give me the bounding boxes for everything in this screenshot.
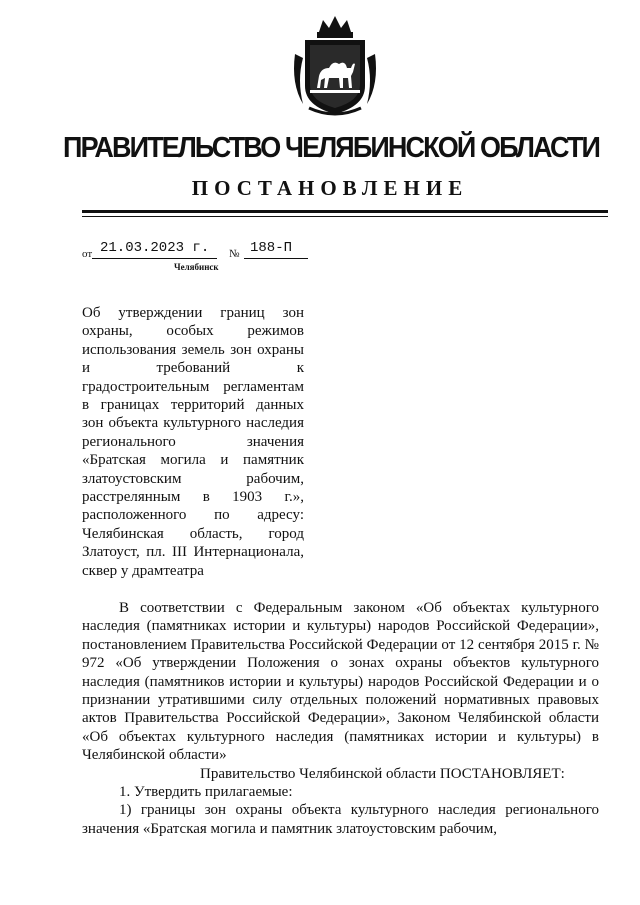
- date-label: от: [82, 248, 93, 260]
- government-title: ПРАВИТЕЛЬСТВО ЧЕЛЯБИНСКОЙ ОБЛАСТИ: [63, 132, 600, 164]
- preamble-paragraph: В соответствии с Федеральным законом «Об объектах культурного наследия (памятниках истории и культуры) народов Российской Федерации», постановлением Правительства Российской Федерации от 12 сентября 2015 г. № 972 «Об утверждении Положения о зонах охраны объектов культурного наследия (памятников истории и культуры) народов Российской Федерации и о признании утратившими силу отдельных положений нормативных правовых актов Правительства Российской Федерации», Законом Челябинской области «Об объектах культурного наследия (памятниках истории и культуры) в Челябинской области»: [82, 600, 599, 764]
- item-1-1: 1) границы зон охраны объекта культурного наследия регионального значения «Братская могила и памятник златоустовским рабочим,: [82, 802, 599, 837]
- document-subject: Об утверждении границ зон охраны, особых режимов использования земель зон охраны и требований к градостроительным регламентам в границах территорий данных зон объекта культурного наследия регионального значения «Братская могила и памятник златоустовским рабочим, расстрелянным в 1903 г.», расположенного по адресу: Челябинская область, город Златоуст, пл. III Интернационала, сквер у драмтеатра: [82, 305, 304, 579]
- date-underline: [92, 258, 217, 259]
- document-type: ПОСТАНОВЛЕНИЕ: [191, 176, 469, 200]
- document-number: 188-П: [250, 240, 293, 256]
- number-underline: [244, 258, 308, 259]
- issue-city: Челябинск: [174, 262, 219, 272]
- number-label: №: [229, 248, 240, 260]
- header-rule-thick: [82, 210, 608, 213]
- document-date: 21.03.2023 г.: [100, 240, 210, 256]
- item-1: 1. Утвердить прилагаемые:: [119, 784, 293, 801]
- header-rule-thin: [82, 216, 608, 217]
- document-body: [82, 599, 599, 838]
- resolution-line: Правительство Челябинской области ПОСТАНОВЛЯЕТ:: [200, 765, 565, 782]
- coat-of-arms-emblem: [289, 14, 381, 118]
